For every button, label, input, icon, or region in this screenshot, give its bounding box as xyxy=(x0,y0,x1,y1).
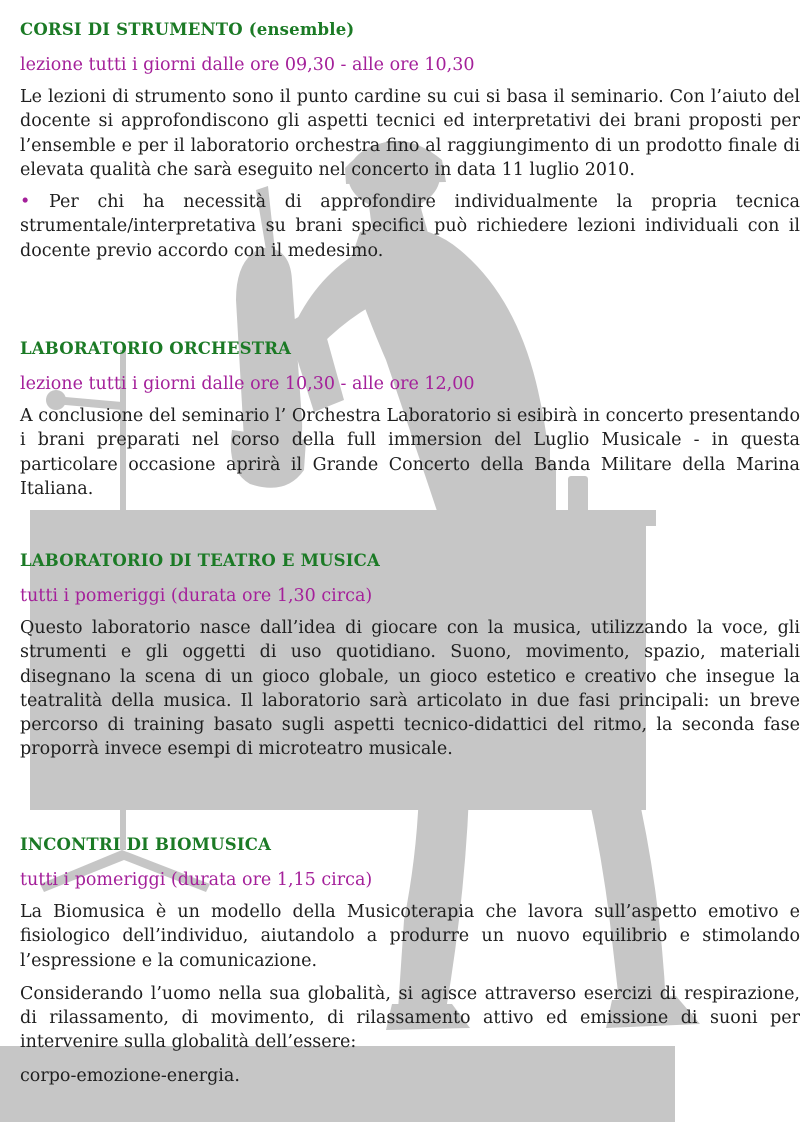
section-schedule: tutti i pomeriggi (durata ore 1,30 circa) xyxy=(20,586,373,606)
section-schedule: lezione tutti i giorni dalle ore 09,30 - alle ore 10,30 xyxy=(20,55,475,75)
section-paragraph: corpo-emozione-energia. xyxy=(20,1065,240,1086)
section-biomusica xyxy=(20,835,800,1088)
section-paragraph: Le lezioni di strumento sono il punto cardine su cui si basa il seminario. Con l’aiuto del docente si approfondiscono gli aspetti tecnici ed interpretativi dei brani proposti per l’ensemble e per il laboratorio orchestra fino al raggiungimento di un prodotto finale di elevata qualità che sarà eseguito nel concerto in data 11 luglio 2010. xyxy=(20,87,800,180)
section-title: CORSI DI STRUMENTO (ensemble) xyxy=(20,20,355,39)
section-paragraph: La Biomusica è un modello della Musicoterapia che lavora sull’aspetto emotivo e fisiologico dell’individuo, aiutandolo a produrre un nuovo equilibrio e stimolando l’espressione e la comunicazione. xyxy=(20,902,800,971)
section-title: LABORATORIO ORCHESTRA xyxy=(20,339,292,358)
section-paragraph-text: Per chi ha necessità di approfondire individualmente la propria tecnica strumentale/interpretativa su brani specifici può richiedere lezioni individuali con il docente previo accordo con il medesimo. xyxy=(20,192,800,261)
section-paragraph: Considerando l’uomo nella sua globalità, si agisce attraverso esercizi di respirazione, di rilassamento, di movimento, di rilassamento attivo ed emissione di suoni per intervenire sulla globalità dell’essere: xyxy=(20,983,800,1053)
bullet-icon: • xyxy=(20,192,31,213)
section-paragraph-bulleted xyxy=(20,190,800,263)
section-paragraph: Questo laboratorio nasce dall’idea di giocare con la musica, utilizzando la voce, gli strumenti e gli oggetti di uso quotidiano. Suono, movimento, spazio, materiali disegnano la scena di un gioco globale, un gioco estetico e creativo che insegue la teatralità della musica. Il laboratorio sarà articolato in due fasi principali: un breve percorso di training basato sugli aspetti tecnico-didattici del ritmo, la seconda fase proporrà invece esempi di microteatro musicale. xyxy=(20,618,800,760)
section-title: LABORATORIO DI TEATRO E MUSICA xyxy=(20,551,381,570)
section-paragraph: A conclusione del seminario l’ Orchestra Laboratorio si esibirà in concerto presentando i brani preparati nel corso della full immersion del Luglio Musicale - in questa particolare occasione aprirà il Grande Concerto della Banda Militare della Marina Italiana. xyxy=(20,406,800,499)
section-corsi-strumento xyxy=(20,20,800,263)
section-schedule: lezione tutti i giorni dalle ore 10,30 - alle ore 12,00 xyxy=(20,374,475,394)
section-schedule: tutti i pomeriggi (durata ore 1,15 circa) xyxy=(20,870,373,890)
section-teatro-musica xyxy=(20,551,800,762)
section-laboratorio-orchestra xyxy=(20,339,800,501)
section-title: INCONTRI DI BIOMUSICA xyxy=(20,835,272,854)
